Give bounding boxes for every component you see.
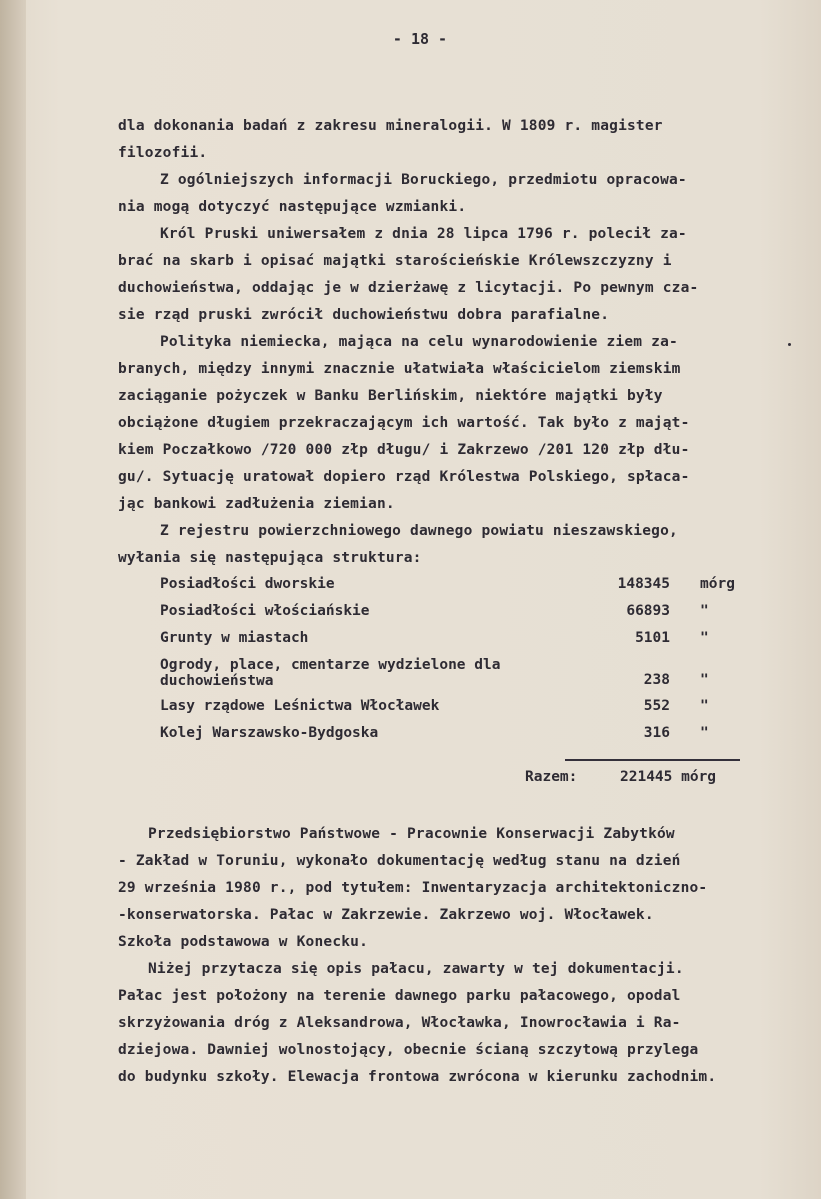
text-line: do budynku szkoły. Elewacja frontowa zwrócona w kierunku zachodnim.: [118, 1069, 717, 1085]
text-line: branych, między innymi znacznie ułatwiała właścicielom ziemskim: [118, 361, 681, 377]
table-total-row: [0, 769, 821, 791]
text-line: - Zakład w Toruniu, wykonało dokumentację według stanu na dzień: [118, 853, 681, 869]
row-unit: ": [700, 672, 709, 688]
row-unit: ": [700, 630, 709, 646]
row-unit: ": [700, 725, 709, 741]
table-row: [0, 630, 821, 652]
text-line: dla dokonania badań z zakresu mineralogii. W 1809 r. magister: [118, 118, 663, 134]
row-label: Posiadłości włościańskie: [160, 603, 370, 619]
text-line: Przedsiębiorstwo Państwowe - Pracownie Konserwacji Zabytków: [148, 826, 675, 842]
text-line: wyłania się następująca struktura:: [118, 550, 422, 566]
text-line: Pałac jest położony na terenie dawnego parku pałacowego, opodal: [118, 988, 681, 1004]
text-line: -konserwatorska. Pałac w Zakrzewie. Zakrzewo woj. Włocławek.: [118, 907, 654, 923]
row-label: Ogrody, place, cmentarze wydzielone dla duchowieństwa: [160, 657, 501, 689]
row-unit: ": [700, 603, 709, 619]
table-row: [0, 603, 821, 625]
row-label: Lasy rządowe Leśnictwa Włocławek: [160, 698, 440, 714]
table-row: [0, 576, 821, 598]
row-label: Posiadłości dworskie: [160, 576, 335, 592]
text-line: brać na skarb i opisać majątki starościeńskie Królewszczyzny i: [118, 253, 672, 269]
total-label: Razem:: [525, 769, 578, 785]
text-line: kiem Poczałkowo /720 000 złp długu/ i Zakrzewo /201 120 złp dłu-: [118, 442, 690, 458]
row-value: 5101: [635, 630, 670, 646]
text-line: 29 września 1980 r., pod tytułem: Inwentaryzacja architektoniczno-: [118, 880, 708, 896]
text-line: nia mogą dotyczyć następujące wzmianki.: [118, 199, 467, 215]
text-line: gu/. Sytuację uratował dopiero rząd Królestwa Polskiego, spłaca-: [118, 469, 690, 485]
text-line: Szkoła podstawowa w Konecku.: [118, 934, 369, 950]
row-label: Grunty w miastach: [160, 630, 309, 646]
text-line: Niżej przytacza się opis pałacu, zawarty w tej dokumentacji.: [148, 961, 684, 977]
table-row: [0, 698, 821, 720]
table-row: [0, 725, 821, 747]
text-line: obciążone długiem przekraczającym ich wartość. Tak było z mająt-: [118, 415, 690, 431]
text-line: sie rząd pruski zwrócił duchowieństwu dobra parafialne.: [118, 307, 610, 323]
page-binding-edge: [0, 0, 26, 1199]
text-line: dziejowa. Dawniej wolnostojący, obecnie ścianą szczytową przylega: [118, 1042, 699, 1058]
sum-rule: [565, 759, 740, 761]
text-line: jąc bankowi zadłużenia ziemian.: [118, 496, 395, 512]
text-line: Polityka niemiecka, mająca na celu wynarodowienie ziem za-: [160, 334, 678, 350]
row-value: 316: [643, 725, 670, 741]
page-number: - 18 -: [392, 30, 448, 48]
text-line: zaciąganie pożyczek w Banku Berlińskim, niektóre majątki były: [118, 388, 663, 404]
row-value: 552: [643, 698, 670, 714]
total-value: 221445 mórg: [620, 769, 717, 785]
row-unit: ": [700, 698, 709, 714]
ink-mark: [788, 343, 791, 346]
text-line: Z ogólniejszych informacji Boruckiego, przedmiotu opracowa-: [160, 172, 687, 188]
text-line: Król Pruski uniwersałem z dnia 28 lipca 1796 r. polecił za-: [160, 226, 687, 242]
row-value: 66893: [626, 603, 670, 619]
text-line: filozofii.: [118, 145, 208, 161]
row-value: 238: [643, 672, 670, 688]
row-unit: mórg: [700, 576, 735, 592]
row-label: Kolej Warszawsko-Bydgoska: [160, 725, 379, 741]
text-line: skrzyżowania dróg z Aleksandrowa, Włocławka, Inowrocławia i Ra-: [118, 1015, 681, 1031]
text-line: duchowieństwa, oddając je w dzierżawę z licytacji. Po pewnym cza-: [118, 280, 699, 296]
text-line: Z rejestru powierzchniowego dawnego powiatu nieszawskiego,: [160, 523, 678, 539]
row-value: 148345: [617, 576, 670, 592]
table-row: [0, 657, 821, 697]
